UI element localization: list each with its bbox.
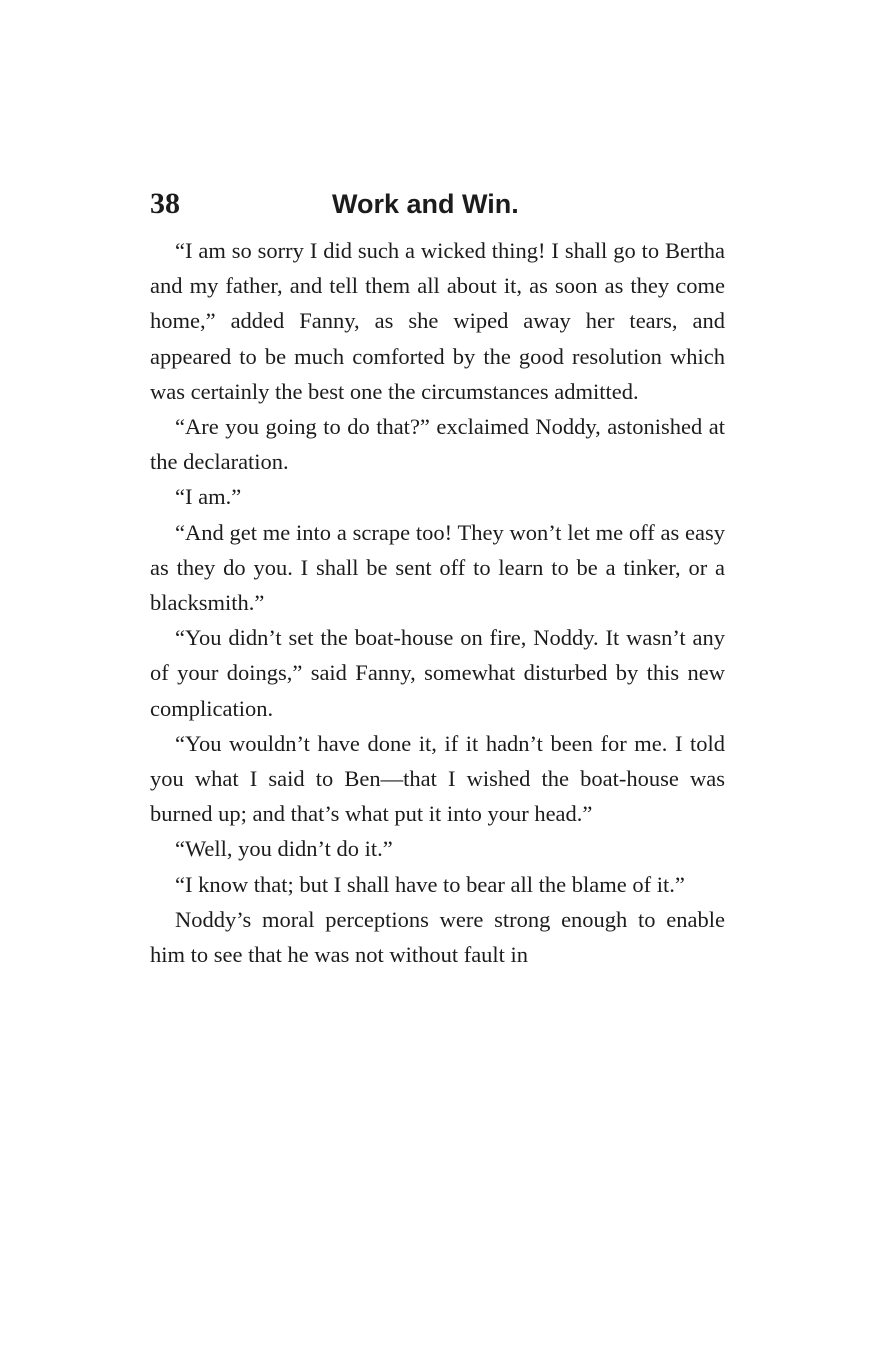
paragraph: “And get me into a scrape too! They won’t let me off as easy as they do you. I shall be sent off to learn to be a tinker, or a blacksmith.” [150, 519, 725, 616]
paragraph: Noddy’s moral perceptions were strong enough to enable him to see that he was not without fault in [150, 906, 725, 968]
running-title: Work and Win. [332, 189, 519, 219]
paragraph: “I am so sorry I did such a wicked thing! I shall go to Bertha and my father, and tell them all about it, as soon as they come home,” added Fanny, as she wiped away her tears, and appeared to be much comforted by the good resolution which was certainly the best one the circumstances admitted. [150, 238, 725, 404]
paragraph: “I am.” [175, 484, 242, 510]
paragraph: “Are you going to do that?” exclaimed Noddy, astonished at the declaration. [150, 414, 725, 475]
paragraph: “I know that; but I shall have to bear all the blame of it.” [175, 871, 685, 897]
page-header [150, 182, 730, 226]
page-number: 38 [150, 187, 180, 220]
body-text [150, 233, 725, 972]
paragraph: “You wouldn’t have done it, if it hadn’t been for me. I told you what I said to Ben—that I wished the boat-house was burned up; and that’s what put it into your head.” [150, 730, 725, 827]
paragraph: “Well, you didn’t do it.” [175, 836, 393, 862]
paragraph: “You didn’t set the boat-house on fire, Noddy. It wasn’t any of your doings,” said Fanny, somewhat disturbed by this new complication. [150, 625, 725, 721]
